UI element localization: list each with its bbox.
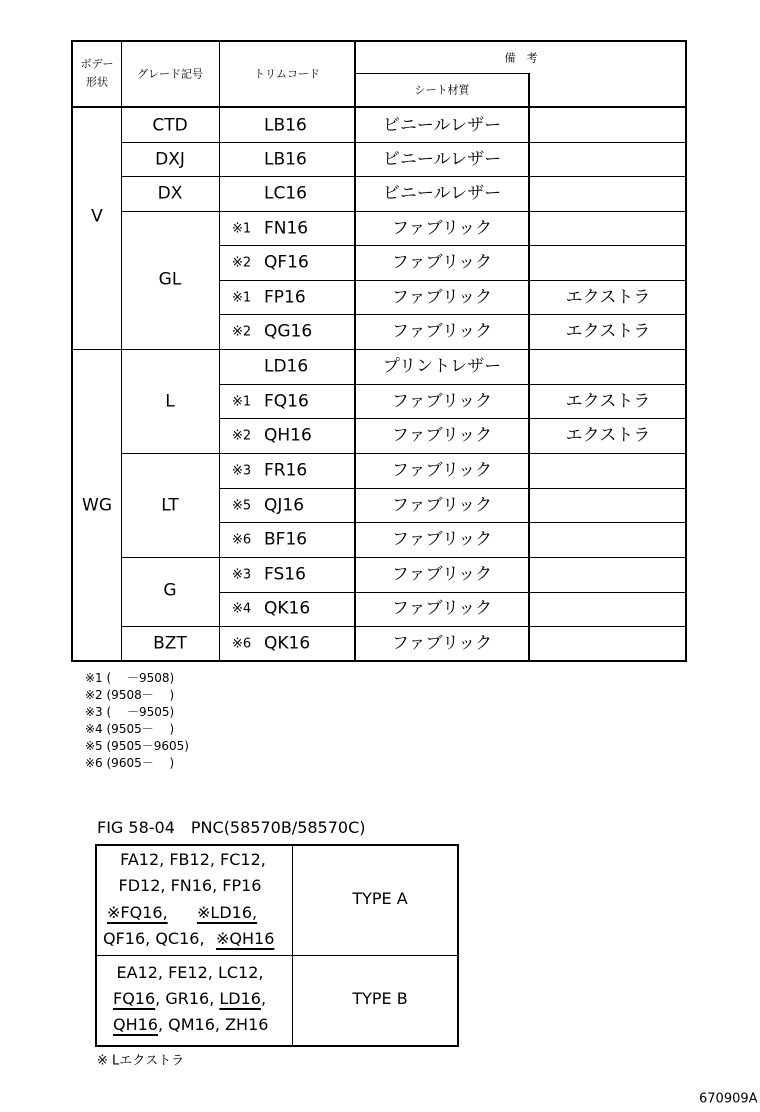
period-mark: ※3 bbox=[232, 567, 252, 583]
header-body-type-2: 形状 bbox=[86, 75, 108, 89]
trim-code: LB16 bbox=[264, 149, 307, 170]
trim-code: QK16 bbox=[264, 598, 311, 619]
trim-code: QH16 bbox=[264, 425, 312, 446]
period-mark: ※2 bbox=[232, 428, 252, 444]
type-a-codes-4a: QF16, QC16, bbox=[103, 929, 205, 948]
trim-code: QG16 bbox=[264, 321, 313, 342]
seat-material: ファブリック bbox=[391, 598, 493, 619]
header-grade: グレード記号 bbox=[137, 67, 203, 81]
grade-dxj: DXJ bbox=[155, 149, 185, 170]
trim-code: LC16 bbox=[264, 183, 307, 204]
period-mark: ※5 bbox=[232, 498, 252, 514]
seat-material: ファブリック bbox=[391, 633, 493, 654]
type-b-code-ld16: LD16 bbox=[219, 989, 261, 1008]
type-b-code-fq16: FQ16 bbox=[113, 989, 156, 1008]
trim-code: FP16 bbox=[264, 287, 306, 308]
note-5: ※5 (9505－9605) bbox=[85, 739, 189, 753]
note-1: ※1 ( －9508) bbox=[85, 671, 175, 685]
remark: エクストラ bbox=[565, 287, 651, 308]
figure-title: FIG 58-04 PNC(58570B/58570C) bbox=[97, 818, 366, 837]
body-type-v: V bbox=[91, 206, 103, 227]
trim-code: QK16 bbox=[264, 633, 311, 654]
seat-material: ビニールレザー bbox=[382, 115, 502, 136]
seat-material: ビニールレザー bbox=[382, 149, 502, 170]
trim-code: LD16 bbox=[264, 356, 309, 377]
type-b-code-gr16: , GR16, bbox=[155, 989, 220, 1008]
type-a-label: TYPE A bbox=[352, 889, 408, 908]
figure-footnote: ※ Lエクストラ bbox=[97, 1053, 185, 1069]
type-b-codes-2 bbox=[113, 991, 266, 1007]
grade-gl: GL bbox=[158, 269, 182, 290]
note-4: ※4 (9505－ ) bbox=[85, 722, 175, 736]
trim-code: QJ16 bbox=[264, 495, 305, 516]
period-mark: ※1 bbox=[232, 221, 252, 237]
period-mark: ※4 bbox=[232, 601, 252, 617]
seat-material: ファブリック bbox=[391, 564, 493, 585]
type-a-codes-3b: ※LD16, bbox=[197, 903, 258, 922]
grade-ctd: CTD bbox=[152, 115, 188, 136]
type-b-code-rest: , QM16, ZH16 bbox=[157, 1015, 269, 1034]
trim-code: LB16 bbox=[264, 115, 307, 136]
seat-material: ファブリック bbox=[391, 529, 493, 550]
type-a-codes-3a: ※FQ16, bbox=[107, 903, 168, 922]
note-6: ※6 (9605－ ) bbox=[85, 756, 175, 770]
trim-code: QF16 bbox=[264, 252, 309, 273]
header-remarks: 備 考 bbox=[504, 51, 538, 65]
period-mark: ※1 bbox=[232, 290, 252, 306]
remark: エクストラ bbox=[565, 321, 651, 342]
grade-dx: DX bbox=[157, 183, 183, 204]
period-mark: ※1 bbox=[232, 394, 252, 410]
type-b-code-qh16: QH16 bbox=[113, 1015, 158, 1034]
seat-material: ファブリック bbox=[391, 287, 493, 308]
type-b-label: TYPE B bbox=[352, 989, 408, 1008]
grade-bzt: BZT bbox=[153, 633, 187, 654]
seat-material: ファブリック bbox=[391, 391, 493, 412]
grade-l: L bbox=[165, 391, 175, 412]
body-type-wg: WG bbox=[82, 495, 112, 516]
trim-code: FS16 bbox=[264, 564, 306, 585]
grade-lt: LT bbox=[161, 495, 179, 516]
seat-material: プリントレザー bbox=[382, 356, 502, 377]
period-mark: ※6 bbox=[232, 532, 252, 548]
header-seat-material: シート材質 bbox=[414, 83, 470, 97]
type-a-codes-2: FD12, FN16, FP16 bbox=[118, 876, 262, 895]
seat-material: ファブリック bbox=[391, 460, 493, 481]
remark: エクストラ bbox=[565, 425, 651, 446]
note-3: ※3 ( －9505) bbox=[85, 705, 175, 719]
type-a-codes-4b: ※QH16 bbox=[216, 929, 275, 948]
trim-code: BF16 bbox=[264, 529, 308, 550]
type-b-codes-3 bbox=[113, 1017, 268, 1033]
type-b-codes-1: EA12, FE12, LC12, bbox=[116, 963, 264, 982]
type-a-codes-1: FA12, FB12, FC12, bbox=[120, 850, 266, 869]
seat-material: ファブリック bbox=[391, 321, 493, 342]
period-mark: ※3 bbox=[232, 463, 252, 479]
header-trim-code: トリムコード bbox=[254, 67, 320, 81]
grade-g: G bbox=[163, 580, 177, 601]
note-2: ※2 (9508－ ) bbox=[85, 688, 175, 702]
trim-code: FR16 bbox=[264, 460, 308, 481]
period-mark: ※6 bbox=[232, 636, 252, 652]
period-mark: ※2 bbox=[232, 324, 252, 340]
trim-code: FQ16 bbox=[264, 391, 309, 412]
seat-material: ビニールレザー bbox=[382, 183, 502, 204]
remark: エクストラ bbox=[565, 391, 651, 412]
trim-code: FN16 bbox=[264, 218, 309, 239]
period-mark: ※2 bbox=[232, 255, 252, 271]
seat-material: ファブリック bbox=[391, 425, 493, 446]
seat-material: ファブリック bbox=[391, 252, 493, 273]
type-b-comma: , bbox=[260, 989, 267, 1008]
seat-material: ファブリック bbox=[391, 218, 493, 239]
seat-material: ファブリック bbox=[391, 495, 493, 516]
header-body-type-1: ボデー bbox=[80, 57, 114, 71]
page-id: 670909A bbox=[699, 1091, 758, 1107]
